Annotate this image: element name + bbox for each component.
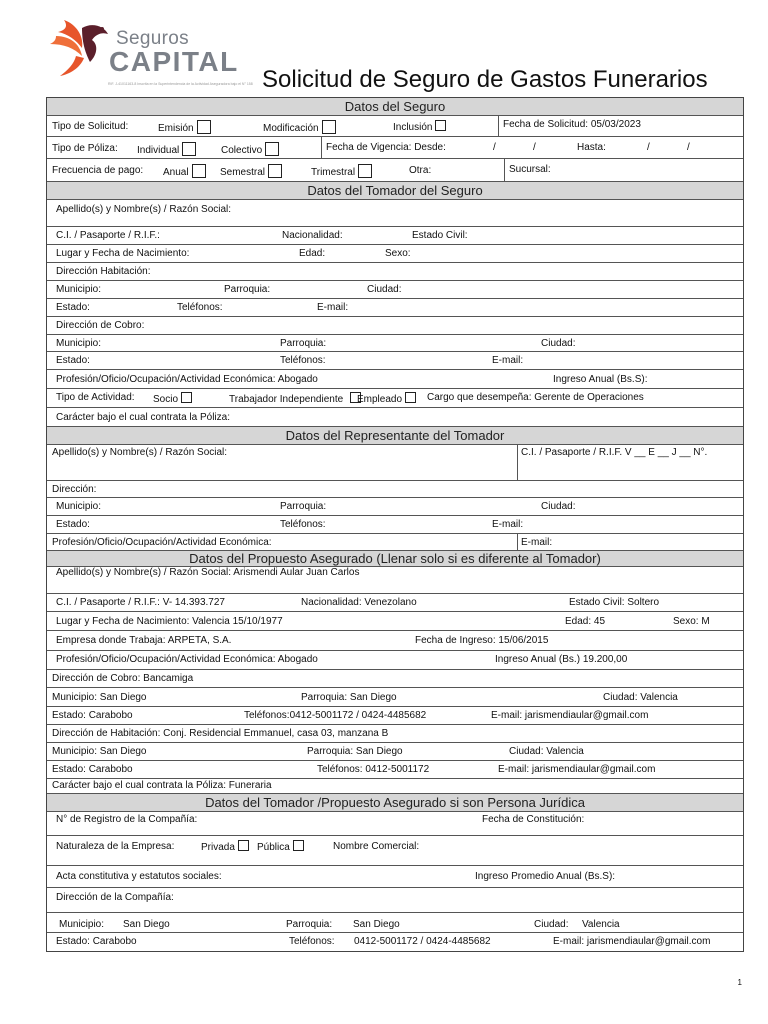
field-nacionalidad[interactable]: Nacionalidad: xyxy=(282,230,343,241)
label-publica: Pública xyxy=(257,842,290,853)
row-rep-estado xyxy=(47,516,743,534)
label-otra[interactable]: Otra: xyxy=(409,165,432,176)
label-trimestral: Trimestral xyxy=(311,167,356,178)
label-socio: Socio xyxy=(153,394,179,405)
field-sexo[interactable]: Sexo: xyxy=(385,248,411,259)
section-header-representante: Datos del Representante del Tomador xyxy=(47,427,743,445)
field-aseg-estado[interactable]: Estado: Carabobo xyxy=(52,710,133,721)
field-aseg-profesion[interactable]: Profesión/Oficio/Ocupación/Actividad Económica: Abogado xyxy=(56,654,318,665)
date-slash: / xyxy=(647,142,650,153)
field-estado[interactable]: Estado: xyxy=(56,302,90,313)
field-estado-civil[interactable]: Estado Civil: xyxy=(412,230,468,241)
field-rep-direccion[interactable]: Dirección: xyxy=(52,484,97,495)
row-aseg-lugar xyxy=(47,612,743,631)
checkbox-privada[interactable] xyxy=(238,840,249,851)
divider xyxy=(498,116,499,136)
field-rep-email[interactable]: E-mail: xyxy=(492,519,524,530)
row-aseg-municipio xyxy=(47,688,743,707)
label-inclusion: Inclusión xyxy=(393,122,433,133)
option-modificacion[interactable] xyxy=(263,120,336,134)
field-ciudad[interactable]: Ciudad: xyxy=(367,284,402,295)
field-rep-ciudad[interactable]: Ciudad: xyxy=(541,501,576,512)
value-comp-telefonos[interactable]: 0412-5001172 / 0424-4485682 xyxy=(354,936,491,947)
row-aseg-caracter xyxy=(47,779,743,794)
label-hasta: Hasta: xyxy=(577,142,606,153)
label-trabajador-independiente: Trabajador Independiente xyxy=(229,394,344,405)
row-ci xyxy=(47,227,743,245)
label-empleado: Empleado xyxy=(357,394,403,405)
field-aseg-estado-civil[interactable]: Estado Civil: Soltero xyxy=(569,597,660,608)
field-aseg-email[interactable]: E-mail: jarismendiaular@gmail.com xyxy=(491,710,649,721)
row-apellidos xyxy=(47,200,743,227)
logo-registration-text: RIF. J-41011163-8 Inscrita en la Superintendencia de la Actividad Aseguradora bajo el N° 158 xyxy=(108,82,253,86)
field-direccion-compania[interactable]: Dirección de la Compañía: xyxy=(56,892,174,903)
section-header-tomador: Datos del Tomador del Seguro xyxy=(47,182,743,200)
field-rep-municipio[interactable]: Municipio: xyxy=(56,501,102,512)
field-dir-habitacion[interactable]: Dirección Habitación: xyxy=(56,266,151,277)
field-aseg-estado2[interactable]: Estado: Carabobo xyxy=(52,764,133,775)
label-colectivo: Colectivo xyxy=(221,145,263,156)
field-aseg-ciudad[interactable]: Ciudad: Valencia xyxy=(603,692,678,703)
field-cargo[interactable]: Cargo que desempeña: Gerente de Operaciones xyxy=(427,392,644,403)
field-apellidos[interactable]: Apellido(s) y Nombre(s) / Razón Social: xyxy=(56,204,232,215)
checkbox-trimestral[interactable] xyxy=(358,164,372,178)
section-header-persona-juridica: Datos del Tomador /Propuesto Asegurado si son Persona Jurídica xyxy=(47,794,743,812)
label-tipo-poliza: Tipo de Póliza: xyxy=(52,143,118,154)
row-profesion xyxy=(47,370,743,389)
value-comp-municipio[interactable]: San Diego xyxy=(123,919,170,930)
field-rep-telefonos[interactable]: Teléfonos: xyxy=(280,519,326,530)
field-lugar-nacimiento[interactable]: Lugar y Fecha de Nacimiento: xyxy=(56,248,190,259)
row-aseg-profesion xyxy=(47,651,743,670)
field-rep-profesion[interactable]: Profesión/Oficio/Ocupación/Actividad Económica: xyxy=(52,537,272,548)
row-dir-habitacion xyxy=(47,263,743,281)
checkbox-semestral[interactable] xyxy=(268,164,282,178)
option-publica[interactable] xyxy=(257,840,304,853)
field-comp-estado[interactable]: Estado: Carabobo xyxy=(56,936,137,947)
field-email[interactable]: E-mail: xyxy=(317,302,349,313)
field-rep-email2[interactable]: E-mail: xyxy=(521,537,553,548)
field-aseg-nacionalidad[interactable]: Nacionalidad: Venezolano xyxy=(301,597,417,608)
field-comp-email[interactable]: E-mail: jarismendiaular@gmail.com xyxy=(553,936,711,947)
field-aseg-dir-cobro[interactable]: Dirección de Cobro: Bancamiga xyxy=(52,673,194,684)
label-frecuencia: Frecuencia de pago: xyxy=(52,165,144,176)
option-empleado[interactable] xyxy=(357,392,416,405)
field-aseg-telefonos2[interactable]: Teléfonos: 0412-5001172 xyxy=(317,764,430,775)
field-rep-parroquia[interactable]: Parroquia: xyxy=(280,501,327,512)
checkbox-inclusion[interactable] xyxy=(435,120,446,131)
field-edad[interactable]: Edad: xyxy=(299,248,326,259)
form-title: Solicitud de Seguro de Gastos Funerarios xyxy=(262,66,708,93)
page-number: 1 xyxy=(737,978,742,987)
logo-brand-top: Seguros xyxy=(116,28,189,49)
checkbox-colectivo[interactable] xyxy=(265,142,279,156)
field-aseg-sexo[interactable]: Sexo: M xyxy=(673,616,710,627)
field-aseg-ci[interactable]: C.I. / Pasaporte / R.I.F.: V- 14.393.727 xyxy=(56,597,225,608)
option-trabajador-independiente[interactable] xyxy=(229,392,361,405)
field-parroquia[interactable]: Parroquia: xyxy=(224,284,271,295)
company-logo xyxy=(46,14,258,94)
label-comp-telefonos: Teléfonos: xyxy=(289,936,335,947)
field-aseg-municipio2[interactable]: Municipio: San Diego xyxy=(52,746,147,757)
field-aseg-apellidos[interactable]: Apellido(s) y Nombre(s) / Razón Social: Arismendi Aular Juan Carlos xyxy=(56,567,360,578)
row-rep-profesion xyxy=(47,534,743,551)
field-aseg-empresa[interactable]: Empresa donde Trabaja: ARPETA, S.A. xyxy=(56,635,232,646)
option-emision[interactable] xyxy=(158,120,211,134)
field-municipio[interactable]: Municipio: xyxy=(56,284,102,295)
date-slash: / xyxy=(687,142,690,153)
option-individual[interactable] xyxy=(137,142,196,156)
row-dir-cobro xyxy=(47,317,743,335)
field-nombre-comercial[interactable]: Nombre Comercial: xyxy=(333,841,420,852)
row-aseg-apellidos xyxy=(47,567,743,594)
checkbox-emision[interactable] xyxy=(197,120,211,134)
field-parroquia-cobro[interactable]: Parroquia: xyxy=(280,338,327,349)
divider xyxy=(517,445,518,480)
field-fecha-constitucion[interactable]: Fecha de Constitución: xyxy=(482,814,585,825)
option-inclusion[interactable] xyxy=(393,120,446,133)
row-direccion-compania xyxy=(47,888,743,913)
option-socio[interactable] xyxy=(153,392,192,405)
label-comp-parroquia: Parroquia: xyxy=(286,919,333,930)
row-aseg-empresa xyxy=(47,631,743,651)
field-telefonos-cobro[interactable]: Teléfonos: xyxy=(280,355,326,366)
field-aseg-municipio[interactable]: Municipio: San Diego xyxy=(52,692,147,703)
option-privada[interactable] xyxy=(201,840,249,853)
logo-brand-bottom: CAPITAL xyxy=(109,46,239,77)
row-tipo-actividad xyxy=(47,389,743,408)
row-caracter xyxy=(47,408,743,427)
field-email-cobro[interactable]: E-mail: xyxy=(492,355,524,366)
row-municipio-cobro xyxy=(47,335,743,352)
row-tipo-solicitud xyxy=(47,116,743,137)
checkbox-individual[interactable] xyxy=(182,142,196,156)
fecha-solicitud[interactable]: Fecha de Solicitud: 05/03/2023 xyxy=(503,119,641,130)
checkbox-anual[interactable] xyxy=(192,164,206,178)
field-rep-estado[interactable]: Estado: xyxy=(56,519,90,530)
option-semestral[interactable] xyxy=(220,164,282,178)
row-frecuencia-pago xyxy=(47,159,743,182)
date-slash: / xyxy=(493,142,496,153)
label-comp-ciudad: Ciudad: xyxy=(534,919,569,930)
field-rep-apellidos[interactable]: Apellido(s) y Nombre(s) / Razón Social: xyxy=(52,447,228,458)
row-estado xyxy=(47,299,743,317)
insurance-form xyxy=(46,97,744,952)
row-lugar-nacimiento xyxy=(47,245,743,263)
row-rep-municipio xyxy=(47,498,743,516)
row-aseg-dir-cobro xyxy=(47,670,743,688)
label-semestral: Semestral xyxy=(220,167,266,178)
field-ciudad-cobro[interactable]: Ciudad: xyxy=(541,338,576,349)
field-aseg-parroquia[interactable]: Parroquia: San Diego xyxy=(301,692,397,703)
row-aseg-estado2 xyxy=(47,761,743,779)
label-privada: Privada xyxy=(201,842,235,853)
row-estado-cobro xyxy=(47,352,743,370)
field-aseg-fecha-ingreso[interactable]: Fecha de Ingreso: 15/06/2015 xyxy=(415,635,549,646)
label-modificacion: Modificación xyxy=(263,123,319,134)
divider xyxy=(504,159,505,181)
checkbox-socio[interactable] xyxy=(181,392,192,403)
label-tipo-solicitud: Tipo de Solicitud: xyxy=(52,121,129,132)
field-aseg-edad[interactable]: Edad: 45 xyxy=(565,616,606,627)
label-naturaleza: Naturaleza de la Empresa: xyxy=(56,841,175,852)
divider xyxy=(321,137,322,158)
field-aseg-caracter[interactable]: Carácter bajo el cual contrata la Póliza: Funeraria xyxy=(52,780,272,791)
row-aseg-ci xyxy=(47,594,743,612)
field-caracter[interactable]: Carácter bajo el cual contrata la Póliza: xyxy=(56,412,230,423)
field-profesion[interactable]: Profesión/Oficio/Ocupación/Actividad Económica: Abogado xyxy=(56,374,318,385)
field-rep-ci[interactable]: C.I. / Pasaporte / R.I.F. V __ E __ J __ N°. xyxy=(521,447,708,458)
row-aseg-dir-hab xyxy=(47,725,743,743)
row-tipo-poliza xyxy=(47,137,743,159)
date-slash: / xyxy=(533,142,536,153)
row-registro xyxy=(47,812,743,836)
option-colectivo[interactable] xyxy=(221,142,279,156)
bird-logo-icon xyxy=(46,14,116,80)
field-aseg-parroquia2[interactable]: Parroquia: San Diego xyxy=(307,746,403,757)
checkbox-empleado[interactable] xyxy=(405,392,416,403)
field-estado-cobro[interactable]: Estado: xyxy=(56,355,90,366)
label-anual: Anual xyxy=(163,167,189,178)
field-ingreso-promedio[interactable]: Ingreso Promedio Anual (Bs.S): xyxy=(475,871,616,882)
label-fecha-vigencia: Fecha de Vigencia: Desde: xyxy=(326,142,446,153)
section-header-seguro: Datos del Seguro xyxy=(47,98,743,116)
row-acta xyxy=(47,866,743,888)
field-municipio-cobro[interactable]: Municipio: xyxy=(56,338,102,349)
row-rep-direccion xyxy=(47,481,743,498)
row-aseg-municipio2 xyxy=(47,743,743,761)
row-rep-apellidos xyxy=(47,445,743,481)
checkbox-modificacion[interactable] xyxy=(322,120,336,134)
field-aseg-lugar[interactable]: Lugar y Fecha de Nacimiento: Valencia 15/10/1977 xyxy=(56,616,283,627)
label-comp-municipio: Municipio: xyxy=(59,919,105,930)
field-aseg-dir-hab[interactable]: Dirección de Habitación: Conj. Residencial Emmanuel, casa 03, manzana B xyxy=(52,728,389,739)
section-header-asegurado: Datos del Propuesto Asegurado (Llenar solo si es diferente al Tomador) xyxy=(47,551,743,567)
row-municipio xyxy=(47,281,743,299)
field-acta[interactable]: Acta constitutiva y estatutos sociales: xyxy=(56,871,222,882)
value-comp-ciudad[interactable]: Valencia xyxy=(582,919,620,930)
field-aseg-ciudad2[interactable]: Ciudad: Valencia xyxy=(509,746,584,757)
row-aseg-estado xyxy=(47,707,743,725)
divider xyxy=(517,534,518,550)
field-dir-cobro[interactable]: Dirección de Cobro: xyxy=(56,320,145,331)
row-naturaleza xyxy=(47,836,743,866)
option-anual[interactable] xyxy=(163,164,206,178)
field-ingreso-anual[interactable]: Ingreso Anual (Bs.S): xyxy=(553,374,648,385)
label-sucursal[interactable]: Sucursal: xyxy=(509,164,551,175)
row-comp-estado xyxy=(47,933,743,951)
field-ci[interactable]: C.I. / Pasaporte / R.I.F.: xyxy=(56,230,160,241)
field-aseg-telefonos[interactable]: Teléfonos:0412-5001172 / 0424-4485682 xyxy=(244,710,427,721)
label-tipo-actividad: Tipo de Actividad: xyxy=(56,392,135,403)
field-aseg-ingreso[interactable]: Ingreso Anual (Bs.) 19.200,00 xyxy=(495,654,628,665)
field-aseg-email2[interactable]: E-mail: jarismendiaular@gmail.com xyxy=(498,764,656,775)
label-emision: Emisión xyxy=(158,123,194,134)
label-individual: Individual xyxy=(137,145,180,156)
field-registro[interactable]: N° de Registro de la Compañía: xyxy=(56,814,198,825)
field-telefonos[interactable]: Teléfonos: xyxy=(177,302,223,313)
option-trimestral[interactable] xyxy=(311,164,372,178)
value-comp-parroquia[interactable]: San Diego xyxy=(353,919,400,930)
checkbox-publica[interactable] xyxy=(293,840,304,851)
row-comp-municipio xyxy=(47,913,743,933)
